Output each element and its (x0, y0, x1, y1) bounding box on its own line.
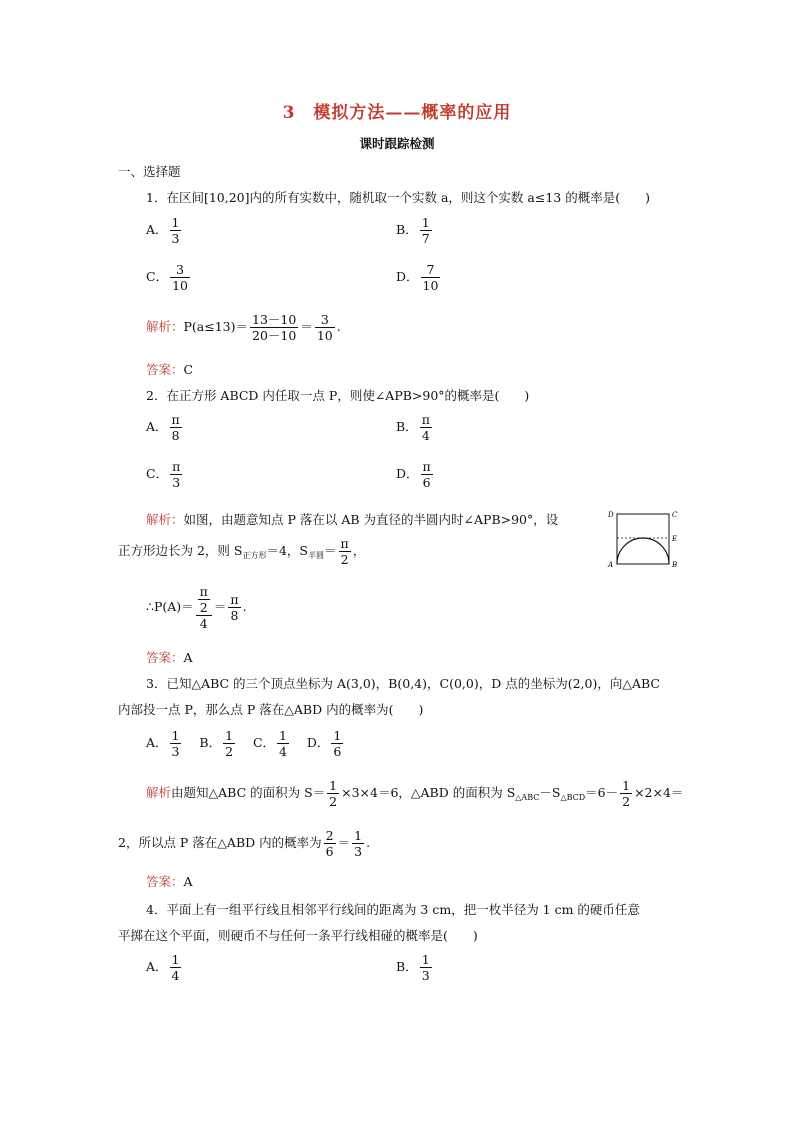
q3-option-c: C． $\frac{1}{4}$ (252, 728, 287, 759)
label-a: A (608, 561, 614, 569)
q2-analysis-line1: 解析：如图，由题意知点 P 落在以 AB 为直径的半圆内时∠APB>90°，设 (146, 512, 559, 527)
page-subtitle: 课时跟踪检测 (359, 136, 435, 151)
label-d: D (608, 511, 614, 519)
label-b: B (672, 561, 678, 569)
q2-stem: 2．在正方形 ABCD 内任取一点 P，则使∠APB>90°的概率是( ) (146, 388, 530, 403)
q2-analysis-line3: ∴P(A)＝ $\frac{\frac{\pi}{2}}{4}$ ＝ $\frac{\pi}{8}$ . (146, 584, 247, 631)
q1-option-b: B． $\frac{1}{7}$ (396, 215, 430, 246)
square-semicircle-figure (604, 506, 684, 572)
semicircle-arc (617, 538, 669, 564)
q3-stem-line1: 3．已知△ABC 的三个顶点坐标为 A(3,0)，B(0,4)，C(0,0)，D 点的坐标为(2,0)，向△ABC (146, 676, 660, 691)
q1-answer: 答案：C (146, 362, 194, 377)
analysis-label: 解析 (146, 785, 172, 800)
section-heading: 一、选择题 (118, 164, 181, 179)
label-e: E (672, 535, 678, 543)
q3-analysis-line1: 解析由题知△ABC 的面积为 S＝ $\frac{1}{2}$ ×3×4＝6，△ABD 的面积为 $S_{\triangle ABC}-S_{\triangle BCD}=6-$ $\frac{1}{2}$ ×2×4＝ (146, 778, 684, 809)
q2-option-d: D． $\frac{\pi}{6}$ (396, 459, 431, 490)
page-title: 3 模拟方法——概率的应用 (282, 103, 512, 123)
option-label: A． (146, 222, 168, 237)
q3-option-b: B． $\frac{1}{2}$ (199, 728, 234, 759)
square-abcd (617, 514, 669, 564)
q4-stem-line2: 平掷在这个平面，则硬币不与任何一条平行线相碰的概率是( ) (118, 928, 478, 943)
q3-option-d: D． $\frac{1}{6}$ (306, 728, 342, 759)
q3-options (146, 728, 345, 759)
label-c: C (672, 511, 678, 519)
q3-option-a: A． $\frac{1}{3}$ (146, 728, 180, 759)
q2-option-b: B． $\frac{\pi}{4}$ (396, 412, 430, 443)
q3-analysis-line2: 2，所以点 P 落在△ABD 内的概率为 $\frac{2}{6}$ ＝ $\frac{1}{3}$ . (118, 828, 371, 859)
q1-option-a (146, 215, 183, 246)
analysis-label: 解析： (146, 319, 184, 334)
q2-answer: 答案：A (146, 650, 193, 665)
analysis-label: 解析： (146, 512, 184, 527)
q4-option-a: A． $\frac{1}{4}$ (146, 952, 180, 983)
answer-label: 答案： (146, 650, 184, 665)
q1-stem: 1．在区间[10,20]内的所有实数中，随机取一个实数 a，则这个实数 a≤13 的概率是( ) (146, 190, 650, 205)
option-fraction: $\frac{1}{3}$ (171, 215, 180, 246)
q2-option-a: A． $\frac{\pi}{8}$ (146, 412, 180, 443)
q1-option-d: D． $\frac{7}{10}$ (396, 262, 439, 293)
q1-analysis: 解析：P(a≤13)＝ $\frac{13-10}{20-10}$ ＝ $\frac{3}{10}$ . (146, 312, 341, 343)
q4-option-b: B． $\frac{1}{3}$ (396, 952, 430, 983)
q3-stem-line2: 内部投一点 P，那么点 P 落在△ABD 内的概率为( ) (118, 702, 424, 717)
q2-analysis-line2: 正方形边长为 2，则 $S_{正方形}=4$，$S_{半圆}=$ $\frac{\pi}{2}$ ， (118, 536, 366, 567)
q4-stem-line1: 4．平面上有一组平行线且相邻平行线间的距离为 3 cm，把一枚半径为 1 cm 的硬币任意 (146, 902, 640, 917)
answer-label: 答案： (146, 362, 184, 377)
q1-option-c: C． $\frac{3}{10}$ (146, 262, 188, 293)
q2-option-c: C． $\frac{\pi}{3}$ (146, 459, 181, 490)
answer-label: 答案： (146, 874, 184, 889)
q3-answer: 答案：A (146, 874, 193, 889)
